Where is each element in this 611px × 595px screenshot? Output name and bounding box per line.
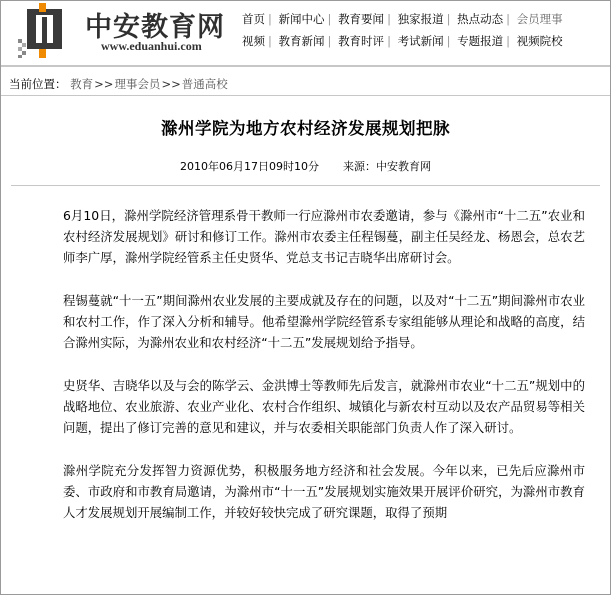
breadcrumb-item-members[interactable]: 理事会员 — [114, 77, 161, 91]
article-source-label: 来源： — [342, 160, 376, 173]
nav-divider: | — [327, 34, 332, 48]
nav-link-home[interactable]: 首页 — [242, 12, 265, 26]
nav-divider: | — [327, 12, 332, 26]
article-source: 中安教育网 — [375, 160, 431, 173]
top-nav — [242, 11, 611, 55]
nav-row-2 — [242, 33, 611, 55]
article-paragraph: 6月10日，滁州学院经济管理系骨干教师一行应滁州市农委邀请，参与《滁州市“十二五”农业和农村经济发展规划》研讨和修订工作。滁州市农委主任程锡蔓，副主任吴经龙、杨恩会，总农艺师李广厚，滁州学院经管系主任史贤华、党总支书记吉晓华出席研讨会。 — [63, 208, 585, 265]
nav-divider: | — [268, 34, 272, 48]
nav-link-video-schools[interactable]: 视频院校 — [516, 34, 563, 48]
nav-divider: | — [506, 12, 510, 26]
breadcrumb-separator: >> — [94, 77, 114, 91]
nav-link-education-headlines[interactable]: 教育要闻 — [338, 12, 385, 26]
nav-link-member-directors[interactable]: 会员理事 — [516, 12, 563, 26]
article-body — [63, 205, 585, 545]
nav-link-exclusive-reports[interactable]: 独家报道 — [397, 12, 444, 26]
nav-link-news-center[interactable]: 新闻中心 — [278, 12, 325, 26]
breadcrumb-item-education[interactable]: 教育 — [70, 77, 94, 91]
nav-divider: | — [387, 34, 391, 48]
article-paragraph: 程锡蔓就“十一五”期间滁州农业发展的主要成就及存在的问题，以及对“十二五”期间滁州市农业和农村工作，作了深入分析和辅导。他希望滁州学院经管系专家组能够从理论和战略的高度，结合滁州实际，为滁州农业和农村经济“十二五”发展规划给予指导。 — [63, 293, 585, 350]
site-logo[interactable] — [15, 3, 240, 61]
breadcrumb-item-universities[interactable]: 普通高校 — [181, 77, 228, 91]
nav-link-special-reports[interactable]: 专题报道 — [457, 34, 504, 48]
nav-divider: | — [268, 12, 272, 26]
article-date: 2010年06月17日09时10分 — [180, 160, 319, 173]
article-title: 滁州学院为地方农村经济发展规划把脉 — [161, 119, 450, 138]
nav-divider: | — [446, 34, 451, 48]
breadcrumb-separator: >> — [161, 77, 181, 91]
meta-divider — [11, 185, 600, 186]
breadcrumb-prefix: 当前位置： — [9, 77, 67, 91]
article-meta — [1, 158, 610, 174]
logo-mark-icon — [15, 3, 79, 59]
nav-row-1 — [242, 11, 611, 33]
nav-link-education-commentary[interactable]: 教育时评 — [338, 34, 385, 48]
nav-link-video[interactable]: 视频 — [242, 34, 265, 48]
nav-link-education-news[interactable]: 教育新闻 — [278, 34, 325, 48]
header-divider — [1, 65, 610, 67]
nav-divider: | — [446, 12, 451, 26]
nav-link-hot-news[interactable]: 热点动态 — [457, 12, 504, 26]
logo-text: 中安教育网 — [85, 12, 225, 43]
article-paragraph: 史贤华、吉晓华以及与会的陈学云、金洪博士等教师先后发言，就滁州市农业“十二五”规划中的战略地位、农业旅游、农业产业化、农村合作组织、城镇化与新农村互动以及农产品贸易等相关问题，提出了修订完善的意见和建议，并与农委相关职能部门负责人作了深入研讨。 — [63, 378, 585, 435]
nav-divider: | — [387, 12, 391, 26]
article-paragraph: 滁州学院充分发挥智力资源优势，积极服务地方经济和社会发展。今年以来，已先后应滁州市委、市政府和市教育局邀请，为滁州市“十一五”发展规划实施效果开展评价研究，为滁州市教育人才发展规划开展编制工作，并较好较快完成了研究课题，取得了预期 — [63, 463, 585, 520]
nav-divider: | — [506, 34, 510, 48]
logo-url: www.eduanhui.com — [101, 39, 202, 53]
breadcrumb — [1, 73, 610, 96]
nav-link-exam-news[interactable]: 考试新闻 — [397, 34, 444, 48]
